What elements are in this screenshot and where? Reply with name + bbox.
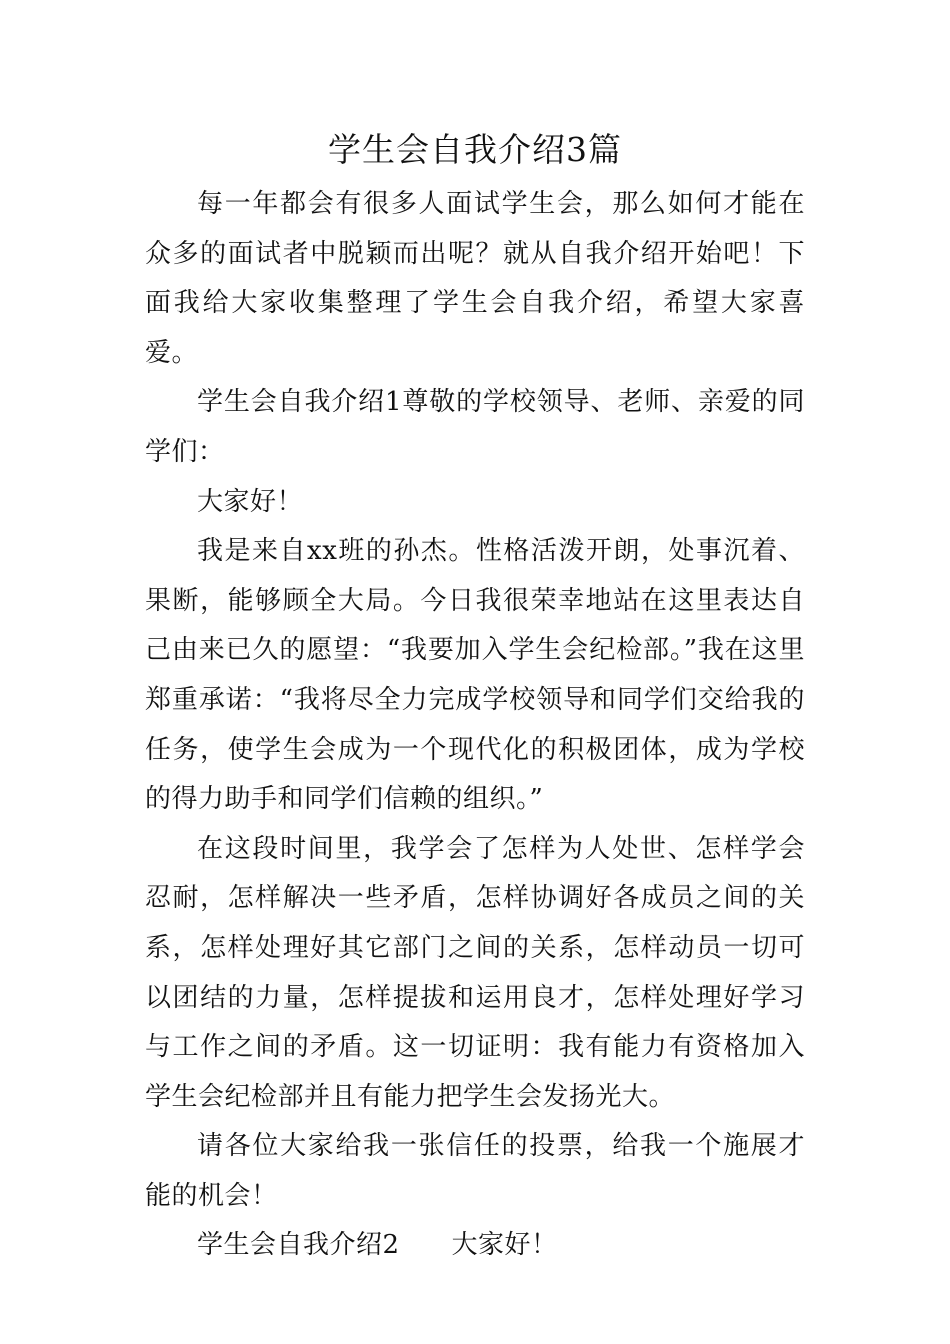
section2-heading: 学生会自我介绍2 (197, 1230, 400, 1261)
section2-greeting: 大家好！ (451, 1230, 558, 1261)
paragraph-intro: 每一年都会有很多人面试学生会，那么如何才能在众多的面试者中脱颖而出呢？就从自我介绍开始吧！下面我给大家收集整理了学生会自我介绍，希望大家喜爱。 (145, 189, 805, 368)
paragraph-self-intro: 我是来自xx班的孙杰。性格活泼开朗，处事沉着、果断，能够顾全大局。今日我很荣幸地站在这里表达自己由来已久的愿望：“我要加入学生会纪检部。”我在这里郑重承诺：“我将尽全力完成学校领导和同学们交给我的任务，使学生会成为一个现代化的积极团体，成为学校的得力助手和同学们信赖的组织。” (145, 536, 805, 815)
document-title: 学生会自我介绍3篇 (328, 130, 622, 169)
paragraph-section1-heading: 学生会自我介绍1尊敬的学校领导、老师、亲爱的同学们： (145, 387, 805, 467)
paragraph-experience: 在这段时间里，我学会了怎样为人处世、怎样学会忍耐，怎样解决一些矛盾，怎样协调好各成员之间的关系，怎样处理好其它部门之间的关系，怎样动员一切可以团结的力量，怎样提拔和运用良才，怎样处理好学习与工作之间的矛盾。这一切证明：我有能力有资格加入学生会纪检部并且有能力把学生会发扬光大。 (145, 833, 805, 1112)
document-body (145, 180, 805, 1271)
paragraph-request: 请各位大家给我一张信任的投票，给我一个施展才能的机会！ (145, 1131, 805, 1211)
paragraph-greeting: 大家好！ (197, 486, 304, 517)
paragraph-section2 (145, 1221, 805, 1271)
